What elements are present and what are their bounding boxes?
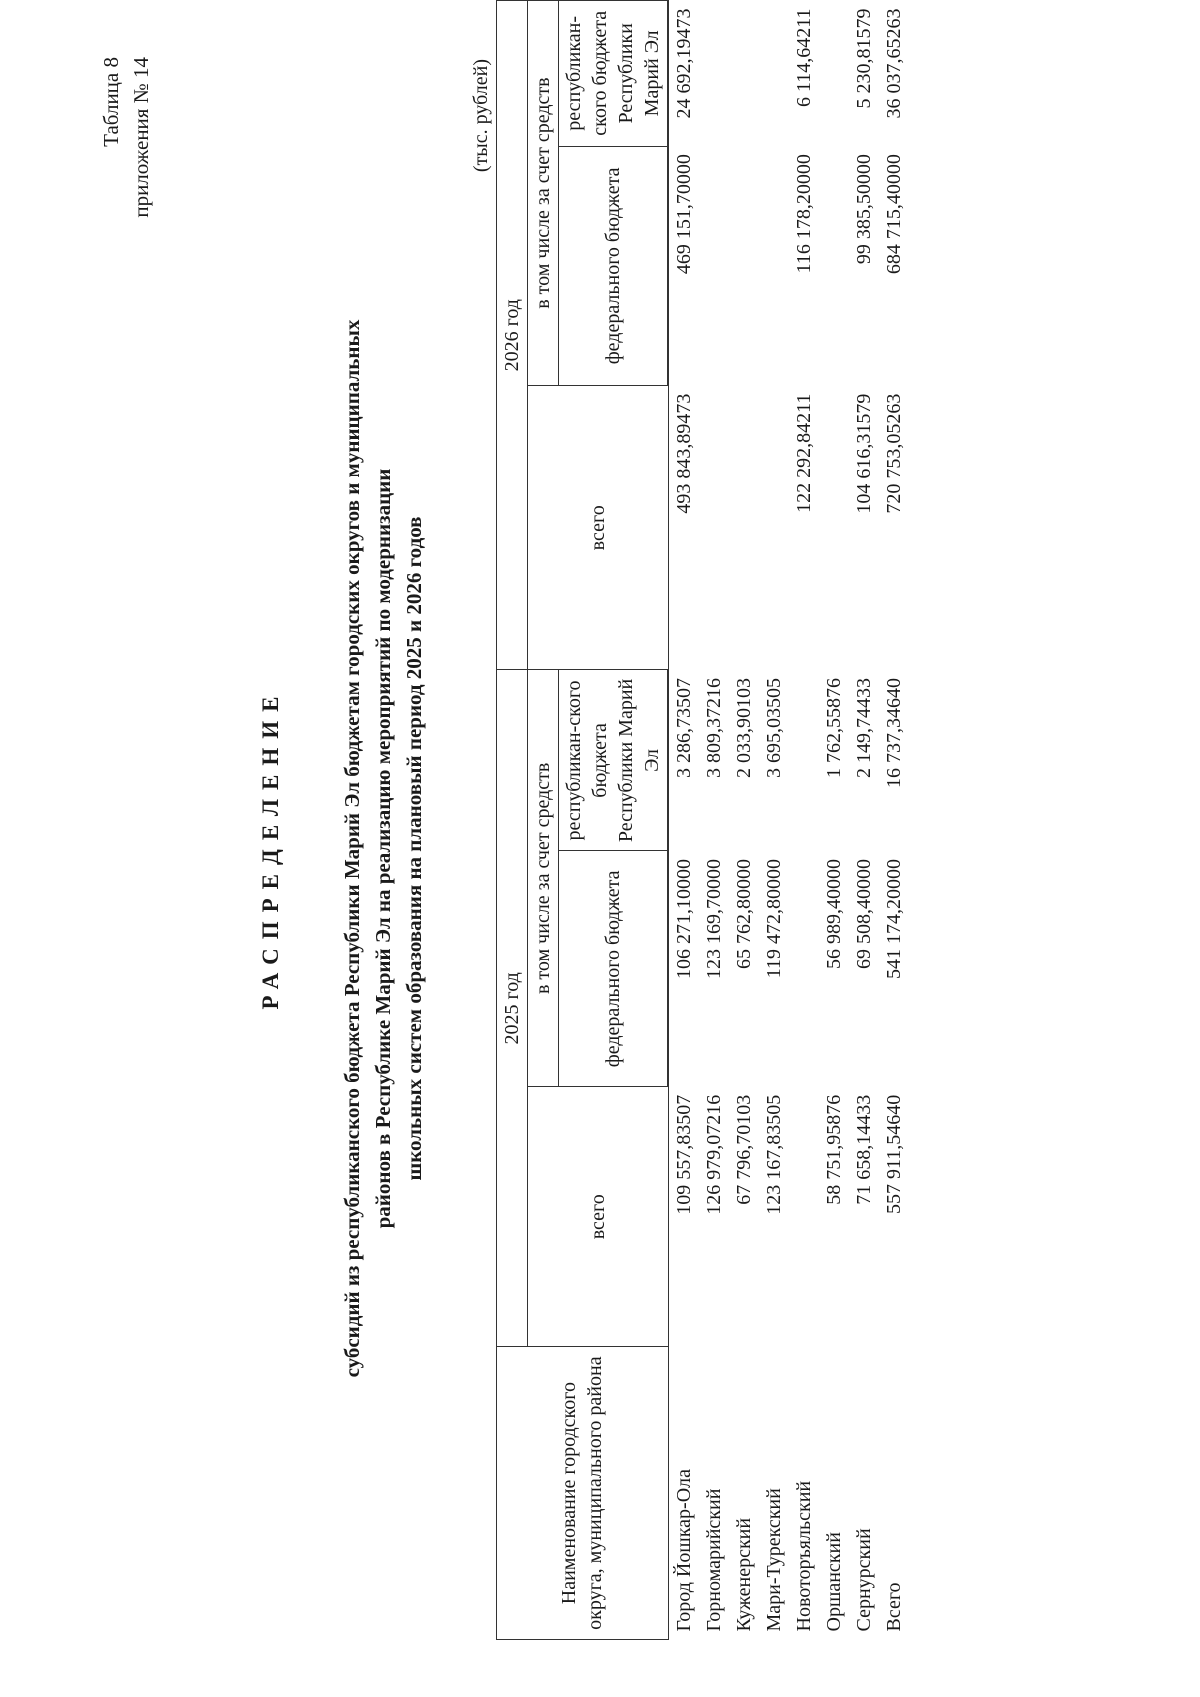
row-name: Город Йошкар-Ола: [672, 1469, 695, 1632]
cell-total-2025: 109 557,83507: [672, 1094, 695, 1215]
document-title: РАСПРЕДЕЛЕНИЕ: [258, 687, 283, 1010]
row-name: Горномарийский: [703, 1488, 725, 1632]
header-federal-2025: федерального бюджета: [559, 851, 669, 1087]
header-total-2026: всего: [528, 386, 669, 670]
cell-republican-2026: [729, 1, 759, 147]
table-row: [729, 1, 759, 1640]
cell-federal-2025: 123 169,70000: [703, 858, 725, 979]
table-number: Таблица 8: [99, 57, 123, 147]
subtitle-line: районов в Республике Марий Эл на реализацию мероприятий по модернизации: [371, 468, 395, 1229]
subtitle-line: субсидий из республиканского бюджета Республики Марий Эл бюджетам городских округов и муниципальных: [340, 319, 364, 1378]
cell-federal-2025: 541 174,20000: [883, 858, 905, 979]
cell-total-2025: 58 751,95876: [823, 1094, 845, 1205]
cell-total-2026: 493 843,89473: [672, 393, 695, 514]
cell-federal-2026: [699, 146, 729, 386]
header-row-years: [497, 1, 528, 1640]
cell-total-2026: 122 292,84211: [793, 393, 815, 513]
cell-federal-2025: 69 508,40000: [853, 858, 875, 969]
cell-total-2026: 720 753,05263: [883, 393, 905, 514]
header-year-2025: 2025 год: [497, 670, 528, 1347]
table-row: [849, 1, 879, 1640]
cell-federal-2025: 65 762,80000: [733, 858, 755, 969]
distribution-table: [496, 0, 909, 1640]
cell-republican-2026: [699, 1, 729, 147]
header-federal-2026: федерального бюджета: [559, 146, 669, 386]
table-reference: [96, 57, 156, 277]
cell-republican-2025: [789, 670, 819, 851]
cell-federal-2026: [819, 146, 849, 386]
cell-republican-2026: 5 230,81579: [853, 8, 875, 109]
table-row: [699, 1, 729, 1640]
cell-republican-2025: 1 762,55876: [823, 677, 845, 778]
row-name: Всего: [883, 1582, 905, 1632]
cell-federal-2025: 106 271,10000: [673, 858, 695, 979]
units-label: (тыс. рублей): [470, 59, 492, 173]
cell-republican-2025: 16 737,34640: [883, 677, 905, 788]
cell-total-2025: 126 979,07216: [703, 1094, 725, 1215]
cell-federal-2026: [729, 146, 759, 386]
cell-republican-2026: 6 114,64211: [793, 8, 815, 108]
cell-total-2025: 123 167,83505: [763, 1094, 785, 1215]
cell-federal-2026: 99 385,50000: [853, 154, 875, 265]
cell-total-2025: 557 911,54640: [883, 1094, 905, 1214]
header-republican-2026: республикан-ского бюджета Республики Марий Эл: [559, 1, 669, 147]
cell-republican-2025: 3 695,03505: [763, 677, 785, 778]
table-row-total: [879, 1, 909, 1640]
cell-republican-2026: [759, 1, 789, 147]
cell-republican-2026: [819, 1, 849, 147]
row-name: Мари-Турекский: [763, 1488, 785, 1632]
table-row: [819, 1, 849, 1640]
cell-total-2025: [789, 1087, 819, 1347]
cell-federal-2026: 116 178,20000: [793, 154, 815, 274]
cell-total-2026: [759, 386, 789, 670]
cell-federal-2025: 56 989,40000: [823, 858, 845, 969]
cell-republican-2026: 24 692,19473: [673, 8, 695, 119]
table-row: [759, 1, 789, 1640]
header-year-2026: 2026 год: [497, 1, 528, 670]
cell-federal-2025: 119 472,80000: [763, 858, 785, 979]
cell-republican-2026: 36 037,65263: [883, 8, 905, 119]
row-name: Сернурский: [853, 1528, 875, 1632]
document-subtitle: [337, 130, 430, 1567]
cell-federal-2025: [789, 851, 819, 1087]
cell-total-2026: [729, 386, 759, 670]
cell-federal-2026: 469 151,70000: [673, 154, 695, 275]
cell-federal-2026: [759, 146, 789, 386]
header-including-2025: в том числе за счет средств: [528, 670, 559, 1087]
cell-total-2026: [699, 386, 729, 670]
cell-republican-2025: 2 149,74433: [853, 677, 875, 778]
row-name: Новоторъяльский: [793, 1480, 815, 1632]
row-name: Куженерский: [733, 1517, 755, 1632]
cell-total-2026: [819, 386, 849, 670]
appendix-number: приложения № 14: [129, 57, 153, 218]
row-name: Оршанский: [823, 1532, 845, 1632]
cell-total-2025: 67 796,70103: [733, 1094, 755, 1205]
header-total-2025: всего: [528, 1087, 669, 1347]
subtitle-line: школьных систем образования на плановый период 2025 и 2026 годов: [402, 516, 426, 1181]
header-republican-2025: республикан-ского бюджета Республики Марий Эл: [559, 670, 669, 851]
table-row: [668, 1, 699, 1640]
cell-total-2026: 104 616,31579: [853, 393, 875, 514]
table-row: [789, 1, 819, 1640]
cell-federal-2026: 684 715,40000: [883, 154, 905, 275]
header-including-2026: в том числе за счет средств: [528, 1, 559, 386]
header-name: Наименование городского округа, муниципального района: [497, 1347, 669, 1640]
cell-republican-2025: 3 286,73507: [673, 677, 695, 778]
cell-total-2025: 71 658,14433: [853, 1094, 875, 1205]
cell-republican-2025: 2 033,90103: [733, 677, 755, 778]
cell-republican-2025: 3 809,37216: [703, 677, 725, 778]
